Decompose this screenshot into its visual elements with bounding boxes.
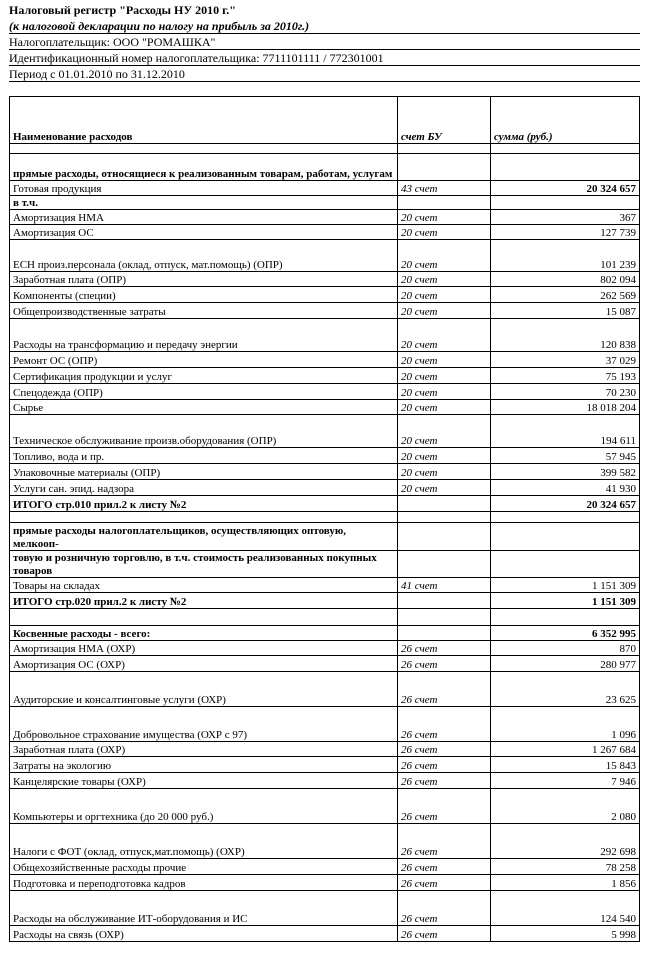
expense-name-cell: Затраты на экологию bbox=[10, 757, 398, 773]
sum-cell: 37 029 bbox=[491, 352, 640, 368]
sum-cell: 292 698 bbox=[491, 824, 640, 859]
account-cell: 26 счет bbox=[398, 742, 491, 757]
sum-cell bbox=[491, 144, 640, 154]
expense-name-cell bbox=[10, 144, 398, 154]
account-cell: 20 счет bbox=[398, 352, 491, 368]
sum-cell: 15 843 bbox=[491, 757, 640, 773]
account-cell: 41 счет bbox=[398, 578, 491, 593]
account-cell: 26 счет bbox=[398, 859, 491, 875]
table-row bbox=[10, 641, 640, 656]
table-row bbox=[10, 287, 640, 303]
expenses-table bbox=[9, 96, 640, 942]
account-cell: 20 счет bbox=[398, 225, 491, 240]
table-row bbox=[10, 789, 640, 824]
column-header-name: Наименование расходов bbox=[10, 97, 398, 144]
account-cell: 20 счет bbox=[398, 240, 491, 272]
account-cell: 20 счет bbox=[398, 480, 491, 496]
expense-name-cell: Общехозяйственные расходы прочие bbox=[10, 859, 398, 875]
expense-name-cell: Подготовка и переподготовка кадров bbox=[10, 875, 398, 891]
table-row bbox=[10, 144, 640, 154]
sum-cell: 2 080 bbox=[491, 789, 640, 824]
account-cell: 26 счет bbox=[398, 789, 491, 824]
column-header-account: счет БУ bbox=[398, 97, 491, 144]
expense-name-cell: ИТОГО стр.010 прил.2 к листу №2 bbox=[10, 496, 398, 512]
sum-cell: 1 151 309 bbox=[491, 593, 640, 609]
table-row bbox=[10, 154, 640, 181]
sum-cell: 6 352 995 bbox=[491, 626, 640, 641]
expense-name-cell: Услуги сан. эпид. надзора bbox=[10, 480, 398, 496]
table-row bbox=[10, 496, 640, 512]
expense-name-cell: Амортизация ОС (ОХР) bbox=[10, 656, 398, 672]
sum-cell: 18 018 204 bbox=[491, 400, 640, 415]
expense-name-cell: Товары на складах bbox=[10, 578, 398, 593]
account-cell: 20 счет bbox=[398, 210, 491, 225]
expense-name-cell: Косвенные расходы - всего: bbox=[10, 626, 398, 641]
account-cell: 26 счет bbox=[398, 672, 491, 707]
table-row bbox=[10, 210, 640, 225]
sum-cell: 280 977 bbox=[491, 656, 640, 672]
account-cell bbox=[398, 496, 491, 512]
table-row bbox=[10, 578, 640, 593]
expense-name-cell: Спецодежда (ОПР) bbox=[10, 384, 398, 400]
sum-cell bbox=[491, 196, 640, 210]
sum-cell: 802 094 bbox=[491, 272, 640, 287]
table-row bbox=[10, 272, 640, 287]
sum-cell: 70 230 bbox=[491, 384, 640, 400]
sum-cell: 20 324 657 bbox=[491, 181, 640, 196]
sum-cell: 1 096 bbox=[491, 707, 640, 742]
table-row bbox=[10, 656, 640, 672]
sum-cell: 262 569 bbox=[491, 287, 640, 303]
account-cell: 20 счет bbox=[398, 272, 491, 287]
sum-cell: 124 540 bbox=[491, 891, 640, 926]
account-cell: 26 счет bbox=[398, 757, 491, 773]
sum-cell: 75 193 bbox=[491, 368, 640, 384]
table-row bbox=[10, 891, 640, 926]
account-cell: 43 счет bbox=[398, 181, 491, 196]
expense-name-cell: Заработная плата (ОПР) bbox=[10, 272, 398, 287]
account-cell bbox=[398, 154, 491, 181]
sum-cell bbox=[491, 523, 640, 551]
account-cell bbox=[398, 523, 491, 551]
sum-cell: 120 838 bbox=[491, 319, 640, 352]
account-cell: 20 счет bbox=[398, 384, 491, 400]
expense-name-cell: Общепроизводственные затраты bbox=[10, 303, 398, 319]
account-cell: 26 счет bbox=[398, 707, 491, 742]
expense-name-cell bbox=[10, 609, 398, 626]
account-cell bbox=[398, 144, 491, 154]
table-row bbox=[10, 875, 640, 891]
sum-cell: 1 151 309 bbox=[491, 578, 640, 593]
table-row bbox=[10, 757, 640, 773]
table-row bbox=[10, 464, 640, 480]
sum-cell: 57 945 bbox=[491, 448, 640, 464]
table-row bbox=[10, 400, 640, 415]
account-cell: 20 счет bbox=[398, 319, 491, 352]
expense-name-cell: ЕСН произ.персонала (оклад, отпуск, мат.помощь) (ОПР) bbox=[10, 240, 398, 272]
table-row bbox=[10, 773, 640, 789]
expense-name-cell: Сырье bbox=[10, 400, 398, 415]
account-cell: 20 счет bbox=[398, 400, 491, 415]
table-row bbox=[10, 609, 640, 626]
table-row bbox=[10, 742, 640, 757]
account-cell: 26 счет bbox=[398, 773, 491, 789]
sum-cell: 399 582 bbox=[491, 464, 640, 480]
expense-name-cell bbox=[10, 512, 398, 523]
table-row bbox=[10, 523, 640, 551]
expense-name-cell: Ремонт ОС (ОПР) bbox=[10, 352, 398, 368]
expense-name-cell: Расходы на обслуживание ИТ-оборудования и ИС bbox=[10, 891, 398, 926]
sum-cell: 367 bbox=[491, 210, 640, 225]
account-cell: 26 счет bbox=[398, 891, 491, 926]
sum-cell: 7 946 bbox=[491, 773, 640, 789]
table-row bbox=[10, 240, 640, 272]
table-row bbox=[10, 225, 640, 240]
account-cell: 20 счет bbox=[398, 415, 491, 448]
account-cell: 26 счет bbox=[398, 641, 491, 656]
account-cell: 20 счет bbox=[398, 448, 491, 464]
expense-name-cell: ИТОГО стр.020 прил.2 к листу №2 bbox=[10, 593, 398, 609]
sum-cell: 23 625 bbox=[491, 672, 640, 707]
expense-name-cell: Аудиторские и консалтинговые услуги (ОХР) bbox=[10, 672, 398, 707]
sum-cell bbox=[491, 512, 640, 523]
sum-cell: 41 930 bbox=[491, 480, 640, 496]
expense-name-cell: в т.ч. bbox=[10, 196, 398, 210]
expense-name-cell: Амортизация ОС bbox=[10, 225, 398, 240]
sum-cell: 101 239 bbox=[491, 240, 640, 272]
table-row bbox=[10, 926, 640, 942]
table-row bbox=[10, 512, 640, 523]
table-row bbox=[10, 319, 640, 352]
account-cell bbox=[398, 609, 491, 626]
account-cell bbox=[398, 196, 491, 210]
account-cell: 26 счет bbox=[398, 875, 491, 891]
sum-cell: 1 856 bbox=[491, 875, 640, 891]
account-cell: 26 счет bbox=[398, 656, 491, 672]
expense-name-cell: Добровольное страхование имущества (ОХР с 97) bbox=[10, 707, 398, 742]
table-row bbox=[10, 480, 640, 496]
expense-name-cell: Компьютеры и оргтехника (до 20 000 руб.) bbox=[10, 789, 398, 824]
sum-cell: 1 267 684 bbox=[491, 742, 640, 757]
expense-name-cell: Техническое обслуживание произв.оборудования (ОПР) bbox=[10, 415, 398, 448]
account-cell bbox=[398, 626, 491, 641]
sum-cell bbox=[491, 551, 640, 578]
table-row bbox=[10, 626, 640, 641]
table-row bbox=[10, 593, 640, 609]
expense-name-cell: товую и розничную торговлю, в т.ч. стоимость реализованных покупных товаров bbox=[10, 551, 398, 578]
divider bbox=[9, 81, 640, 82]
table-row bbox=[10, 352, 640, 368]
table-row bbox=[10, 448, 640, 464]
expense-name-cell: Расходы на связь (ОХР) bbox=[10, 926, 398, 942]
sum-cell: 78 258 bbox=[491, 859, 640, 875]
account-cell: 20 счет bbox=[398, 287, 491, 303]
period-line: Период с 01.01.2010 по 31.12.2010 bbox=[9, 67, 185, 81]
sum-cell bbox=[491, 154, 640, 181]
account-cell: 20 счет bbox=[398, 368, 491, 384]
taxpayer-line: Налогоплательщик: ООО "РОМАШКА" bbox=[9, 35, 216, 49]
table-row bbox=[10, 384, 640, 400]
account-cell: 26 счет bbox=[398, 926, 491, 942]
sum-cell: 15 087 bbox=[491, 303, 640, 319]
sum-cell: 870 bbox=[491, 641, 640, 656]
expense-name-cell: Налоги с ФОТ (оклад, отпуск,мат.помощь) (ОХР) bbox=[10, 824, 398, 859]
table-row bbox=[10, 672, 640, 707]
table-row bbox=[10, 303, 640, 319]
expense-name-cell: Заработная плата (ОХР) bbox=[10, 742, 398, 757]
sum-cell: 127 739 bbox=[491, 225, 640, 240]
sum-cell: 20 324 657 bbox=[491, 496, 640, 512]
expense-name-cell: Топливо, вода и пр. bbox=[10, 448, 398, 464]
sum-cell: 5 998 bbox=[491, 926, 640, 942]
expense-name-cell: Упаковочные материалы (ОПР) bbox=[10, 464, 398, 480]
table-row bbox=[10, 824, 640, 859]
account-cell: 20 счет bbox=[398, 303, 491, 319]
expense-name-cell: прямые расходы налогоплательщиков, осуществляющих оптовую, мелкооп- bbox=[10, 523, 398, 551]
table-row bbox=[10, 707, 640, 742]
register-subtitle: (к налоговой декларации по налогу на прибыль за 2010г.) bbox=[9, 19, 310, 33]
table-row bbox=[10, 196, 640, 210]
expense-name-cell: прямые расходы, относящиеся к реализованным товарам, работам, услугам bbox=[10, 154, 398, 181]
expense-name-cell: Готовая продукция bbox=[10, 181, 398, 196]
table-row bbox=[10, 859, 640, 875]
sum-cell: 194 611 bbox=[491, 415, 640, 448]
account-cell bbox=[398, 593, 491, 609]
sum-cell bbox=[491, 609, 640, 626]
account-cell bbox=[398, 551, 491, 578]
table-header-row bbox=[10, 97, 640, 144]
expense-name-cell: Амортизация НМА bbox=[10, 210, 398, 225]
register-title: Налоговый регистр "Расходы НУ 2010 г." bbox=[9, 3, 236, 17]
expense-name-cell: Амортизация НМА (ОХР) bbox=[10, 641, 398, 656]
expense-name-cell: Канцелярские товары (ОХР) bbox=[10, 773, 398, 789]
expense-name-cell: Компоненты (специи) bbox=[10, 287, 398, 303]
column-header-sum: сумма (руб.) bbox=[491, 97, 640, 144]
expense-name-cell: Сертификация продукции и услуг bbox=[10, 368, 398, 384]
table-row bbox=[10, 551, 640, 578]
table-row bbox=[10, 181, 640, 196]
inn-line: Идентификационный номер налогоплательщика: 7711101111 / 772301001 bbox=[9, 51, 384, 65]
table-row bbox=[10, 368, 640, 384]
expense-name-cell: Расходы на трансформацию и передачу энергии bbox=[10, 319, 398, 352]
account-cell: 26 счет bbox=[398, 824, 491, 859]
account-cell: 20 счет bbox=[398, 464, 491, 480]
account-cell bbox=[398, 512, 491, 523]
table-row bbox=[10, 415, 640, 448]
